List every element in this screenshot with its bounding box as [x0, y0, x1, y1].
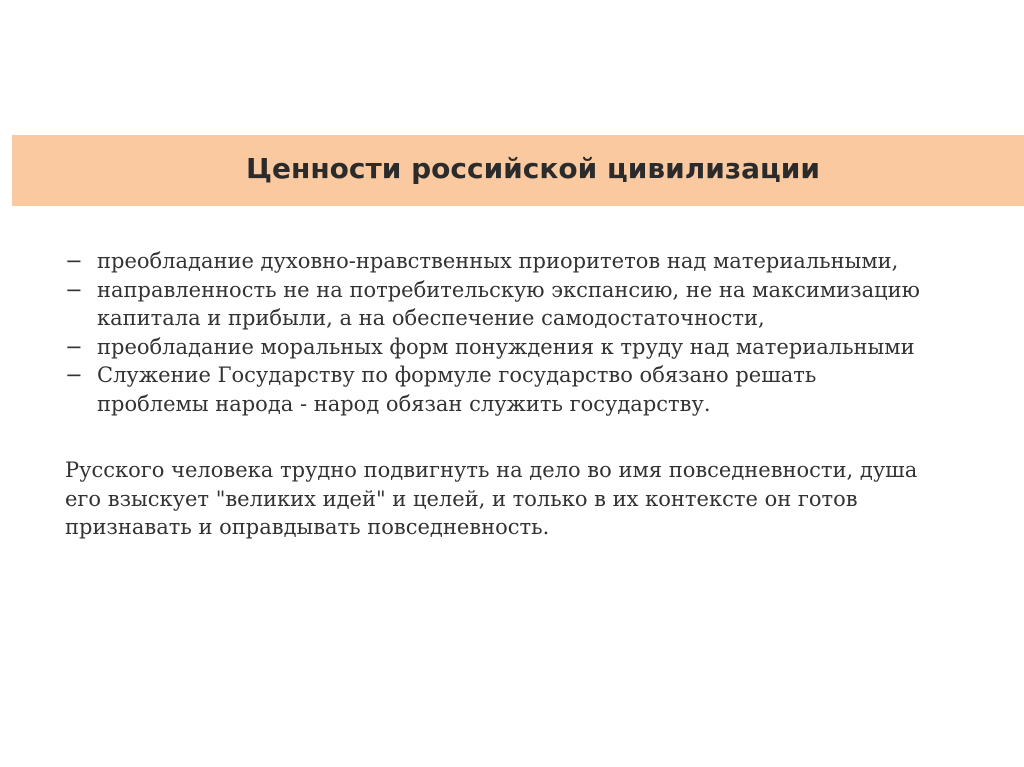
dash-bullet-icon: −: [65, 334, 83, 359]
bullet-item: [65, 247, 1024, 276]
paragraph-line: Русского человека трудно подвигнуть на дело во имя повседневности, душа: [65, 458, 918, 482]
dash-bullet-icon: −: [65, 363, 83, 387]
dash-bullet-icon: −: [65, 249, 83, 273]
dash-bullet-icon: −: [65, 277, 83, 302]
bullet-item: [65, 276, 1024, 333]
bullet-text-line: капитала и прибыли, а на обеспечение самодостаточности,: [97, 306, 765, 330]
closing-paragraph: [65, 456, 1024, 542]
paragraph-line: признавать и оправдывать повседневность.: [65, 515, 550, 539]
bullet-text-line: преобладание моральных форм понуждения к труду над материальными: [97, 334, 915, 359]
bullet-item: [65, 361, 1024, 418]
bullet-text-line: Служение Государству по формуле государство обязано решать: [97, 363, 817, 387]
bullet-text-line: проблемы народа - народ обязан служить государству.: [97, 391, 711, 416]
bullet-item: [65, 333, 1024, 362]
paragraph-line: его взыскует "великих идей" и целей, и только в их контексте он готов: [65, 486, 858, 511]
bullet-list: [65, 247, 1024, 418]
bullet-text-line: направленность не на потребительскую экспансию, не на максимизацию: [97, 277, 920, 302]
slide-content: [65, 247, 1024, 542]
bullet-text-line: преобладание духовно-нравственных приоритетов над материальными,: [97, 249, 899, 273]
slide-title: Ценности российской цивилизации: [246, 152, 820, 185]
